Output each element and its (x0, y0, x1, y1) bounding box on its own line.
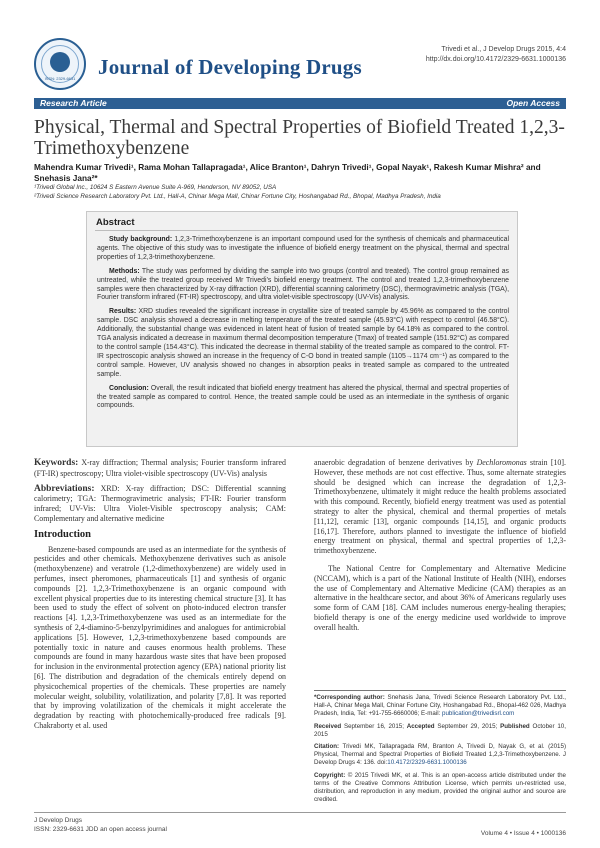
article-meta (314, 694, 566, 808)
accepted-date: September 29, 2015; (437, 722, 498, 730)
para1-species: Dechloromonas (476, 458, 527, 467)
corr-text: Snehasis Jana, Trivedi Science Research Laboratory Pvt. Ltd., Hall-A, Chinar Mega Mall, Chinar Fortune City, Hoshangabad Rd., Bhopal-462 026, Madhya Pradesh, India, Tel: +91-755-6660006; E-mail: (314, 694, 566, 718)
published-label: Published (500, 722, 530, 730)
abbreviations-label: Abbreviations: (34, 483, 95, 494)
citation-header-doi[interactable]: http://dx.doi.org/10.4172/2329-6631.1000136 (425, 56, 566, 63)
abstract-conclusion (97, 385, 509, 412)
conclusion-text: Overall, the result indicated that biofield energy treatment has altered the physical, thermal and spectral properties of the treated sample as compared to control. Hence, the treated sample could be used as an intermediate in the synthesis of organic compounds. (97, 384, 509, 410)
abstract-heading: Abstract (96, 217, 135, 228)
logo-emblem-icon (50, 52, 70, 72)
background-text: 1,2,3-Trimethoxybenzene is an important compound used for the synthesis of chemicals and pharmaceutical agents. The objective of this study was to investigate the influence of biofield energy treatment on the physical, thermal and spectral properties of 1,2,3-trimethoxybenzene. (97, 236, 509, 261)
received-date: September 16, 2015; (343, 722, 404, 730)
methods-label: Methods: (109, 267, 140, 275)
abbreviations-text: XRD: X-ray diffraction; DSC: Differential scanning calorimetry; TGA: Thermogravimetric analysis; FT-IR: Fourier transform infrared; UV-Vis: Ultra Violet-Visible spectroscopy analysis; CAM: Complementary and alternative medicine (34, 483, 286, 523)
meta-divider (314, 690, 566, 691)
para1-start: anaerobic degradation of benzene derivatives by (314, 458, 474, 467)
received-label: Received (314, 722, 342, 730)
footer-volume: Volume 4 • Issue 4 • 1000136 (480, 830, 566, 837)
logo-issn: ISSN: 2329-6631 (44, 76, 76, 81)
citation (314, 743, 566, 768)
affiliations (34, 184, 566, 201)
citation-header-line1: Trivedi et al., J Develop Drugs 2015, 4:4 (441, 46, 566, 53)
keywords (34, 458, 286, 479)
keywords-label: Keywords: (34, 458, 79, 468)
affiliation-1: ¹Trivedi Global Inc., 10624 S Eastern Avenue Suite A-969, Henderson, NV 89052, USA (34, 184, 277, 191)
corr-label: *Corresponding author: (314, 694, 385, 701)
copyright-text: © 2015 Trivedi MK, et al. This is an open-access article distributed under the terms of the Creative Commons Attribution License, which permits un-restricted use, distribution, and reproduction in any medium, provided the original author and source are credited. (314, 771, 566, 804)
copyright-label: Copyright: (314, 771, 346, 779)
affiliation-2: ²Trivedi Science Research Laboratory Pvt. Ltd., Hall-A, Chinar Mega Mall, Chinar Fortune City, Hoshangabad Rd., Bhopal, Madhya Pradesh, India (34, 192, 441, 200)
introduction-heading: Introduction (34, 528, 91, 540)
right-paragraph-2: The National Centre for Complementary and Alternative Medicine (NCCAM), which is a part of the National Institute of Health (NIH), endorses the use of Complementary and Alternative Medicine (CAM) therapies as an alternative in the healthcare sector, and about 36% of Americans regularly uses some form of CAM [18]. CAM includes numerous energy-healing therapies; biofield therapy is one of the energy medicine used worldwide to improve overall health. (314, 563, 566, 632)
methods-text: The study was performed by dividing the sample into two groups (control and treated). The control group remained as untreated, while the treated group received Mr Trivedi’s biofield energy treatment. The control and treated 1,2,3-trimethoxybenzene samples were then characterized by X-ray diffraction (XRD), differential scanning calorimetry (DSC), thermogravimetric analysis (TGA), Fourier transform infrared (FT-IR) spectroscopy, and ultra violet-visible spectroscopy (UV-Vis) analysis. (97, 267, 509, 302)
citation-doi-link[interactable]: 10.4172/2329-6631.1000136 (387, 759, 467, 767)
right-paragraph-1 (314, 458, 566, 556)
conclusion-label: Conclusion: (109, 384, 149, 392)
abstract-body (97, 236, 509, 416)
open-access-label: Open Access (506, 98, 560, 108)
introduction-paragraph: Benzene-based compounds are used as an intermediate for the synthesis of pesticides and other chemicals. Methoxybenzene derivatives such as anisole (methoxybenzene) and veratrole (1,2-dimethoxybenzene) are widely used in perfumes, insect pheromones, pharmaceuticals [1] and synthesis of organic compounds [2]. 1,2,3-Trimethoxybenzene is an organic compound with excellent physical properties due to its interesting chemical structure [3]. It has been used to study the effect of solvent on photo-induced electron transfer reactions [4]. 1,2,3-Trimethoxybenzene was used as an intermediate for the synthesis of 2,4-diamino-5-benzylpyrimidines and analogues for antimicrobial applications [5]. However, 1,2,3-trimethoxybenzene based compounds are potentially toxic in nature and causes enormous health problems. These compounds are found in many hazardous waste sites that have been proposed for inclusion in the environmental protection agency (EPA) national priority list [6]. The distribution and degradation of the chemicals entirely depend on physicochemical properties of the chemicals. These properties are namely molecular weight, solubility, volatilization, and polarity [7,8]. It was reported that by improving volatilization of the chemicals it might accelerate the degradation by reacting with photochemically-produced free radicals [9]. Chakraborty et al. used (34, 544, 286, 730)
journal-name: Journal of Developing Drugs (98, 55, 362, 79)
background-label: Study background: (109, 236, 173, 243)
article-title: Physical, Thermal and Spectral Properties of Biofield Treated 1,2,3-Trimethoxybenzene (34, 117, 565, 159)
abstract-background (97, 236, 509, 263)
results-label: Results: (109, 308, 137, 316)
para1-rest: strain [10]. However, these methods are not cost effective. Thus, some alternate strategies should be designed which can increase the degradation of 1,2,3-Trimethoxybenzene, ultimately it might reduce the health problems associated with this compound. Recently, biofield energy treatment was used as potential strategy to alter the physical, chemical and thermal properties of metals [11,12], ceramic [13], organic compounds [14,15], and organic products [16,17]. Therefore, authors planned to investigate the influence of biofield energy treatment on physical, thermal and spectral properties of 1,2,3-trimethoxybenzene. (314, 458, 566, 556)
corresponding-author (314, 694, 566, 719)
left-column (34, 458, 286, 731)
citation-text: Trivedi MK, Tallapragada RM, Branton A, Trivedi D, Nayak G, et al. (2015) Physical, Thermal and Spectral Properties of Biofield Treated 1,2,3-Trimethoxybenzene. J Develop Drugs 4: 136. doi: (314, 743, 566, 767)
abstract-methods (97, 268, 509, 304)
citation-header (426, 45, 566, 65)
abbreviations (34, 484, 286, 524)
footer-divider (34, 812, 566, 813)
copyright (314, 772, 566, 805)
article-type-bar (34, 98, 566, 109)
abstract-box (86, 211, 518, 447)
corr-email-link[interactable]: publication@trivedisrl.com (442, 710, 515, 718)
abstract-results (97, 308, 509, 379)
footer-left (34, 816, 167, 834)
journal-logo (34, 38, 86, 90)
citation-label: Citation: (314, 743, 340, 751)
results-text: XRD studies revealed the significant increase in crystallite size of treated sample by 45.96% as compared to the control sample. DSC analysis showed a decrease in melting temperature of the treated sample (45.93°C) with respect to control (46.58°C). Additionally, the substantial change was evidenced in latent heat of fusion of treated sample by 64.18% as compared to the control. TGA analysis indicated a decrease in maximum thermal decomposition temperature (Tmax) of treated sample (151.92°C) as compared to the control sample (154.43°C). This indicated the decrease in thermal stability of the treated sample as compared to the control. FT-IR spectroscopic analysis showed an increase in the frequency of C-O bond in treated sample (1105→1174 cm⁻¹) as compared to the control sample. However, UV analysis showed no changes in absorption peaks in treated sample as compared to the untreated sample. (97, 308, 510, 378)
keywords-text: X-ray diffraction; Thermal analysis; Fourier transform infrared (FT-IR) spectroscopy; Ultra violet-visible spectroscopy (UV-Vis) analysis (34, 458, 286, 478)
footer-journal: J Develop Drugs (34, 817, 83, 824)
abstract-divider (95, 230, 509, 231)
research-article-label: Research Article (40, 98, 107, 108)
dates (314, 723, 566, 739)
published-date: October 10, 2015 (314, 722, 566, 738)
author-list: Mahendra Kumar Trivedi¹, Rama Mohan Tallapragada¹, Alice Branton¹, Dahryn Trivedi¹, Gopal Nayak¹, Rakesh Kumar Mishra² and Snehasis Jana²* (34, 162, 541, 183)
accepted-label: Accepted (406, 722, 435, 730)
footer-issn: ISSN: 2329-6631 JDD an open access journal (34, 826, 167, 833)
right-column (314, 458, 566, 633)
